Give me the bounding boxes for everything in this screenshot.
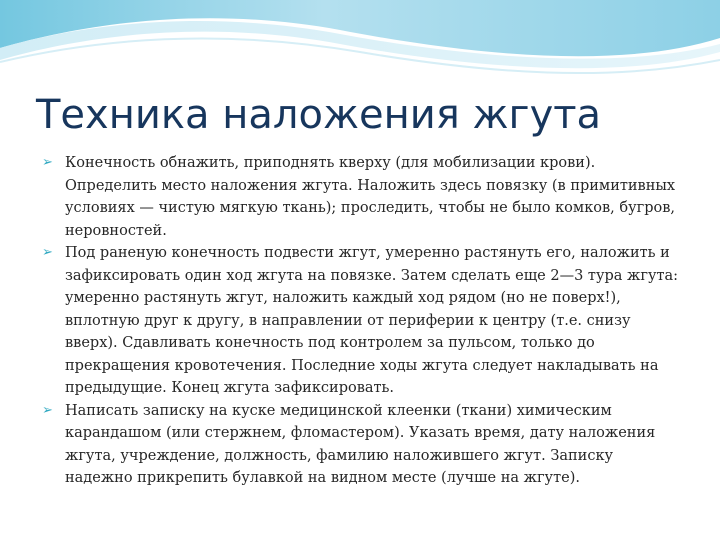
bullet-item bbox=[42, 400, 682, 490]
arrowhead-bullet-icon: ➢ bbox=[42, 155, 53, 170]
decorative-wave-banner bbox=[0, 0, 720, 90]
slide-title: Техника наложения жгута bbox=[36, 92, 602, 138]
bullet-text: Конечность обнажить, приподнять кверху (для мобилизации крови). Определить место наложения жгута. Наложить здесь повязку (в примитивных условиях — чистую мягкую ткань); проследить, чтобы не было комков, бугров, неровностей. bbox=[65, 155, 676, 239]
bullet-text: Под раненую конечность подвести жгут, умеренно растянуть его, наложить и зафиксировать один ход жгута на повязке. Затем сделать еще 2—3 тура жгута: умеренно растянуть жгут, наложить каждый ход рядом (но не поверх!), вплотную друг к другу, в направлении от периферии к центру (т.е. снизу вверх). Сдавливать конечность под контролем за пульсом, только до прекращения кровотечения. Последние ходы жгута следует накладывать на предыдущие. Конец жгута зафиксировать. bbox=[65, 245, 679, 396]
bullet-list bbox=[42, 152, 682, 490]
arrowhead-bullet-icon: ➢ bbox=[42, 402, 53, 418]
bullet-item bbox=[42, 152, 682, 242]
bullet-text: Написать записку на куске медицинской клеенки (ткани) химическим карандашом (или стержнем, фломастером). Указать время, дату наложения жгута, учреждение, должность, фамилию наложившего жгут. Записку надежно прикрепить булавкой на видном месте (лучше на жгуте). bbox=[65, 402, 656, 486]
arrowhead-bullet-icon: ➢ bbox=[42, 245, 53, 260]
bullet-item bbox=[42, 242, 682, 400]
